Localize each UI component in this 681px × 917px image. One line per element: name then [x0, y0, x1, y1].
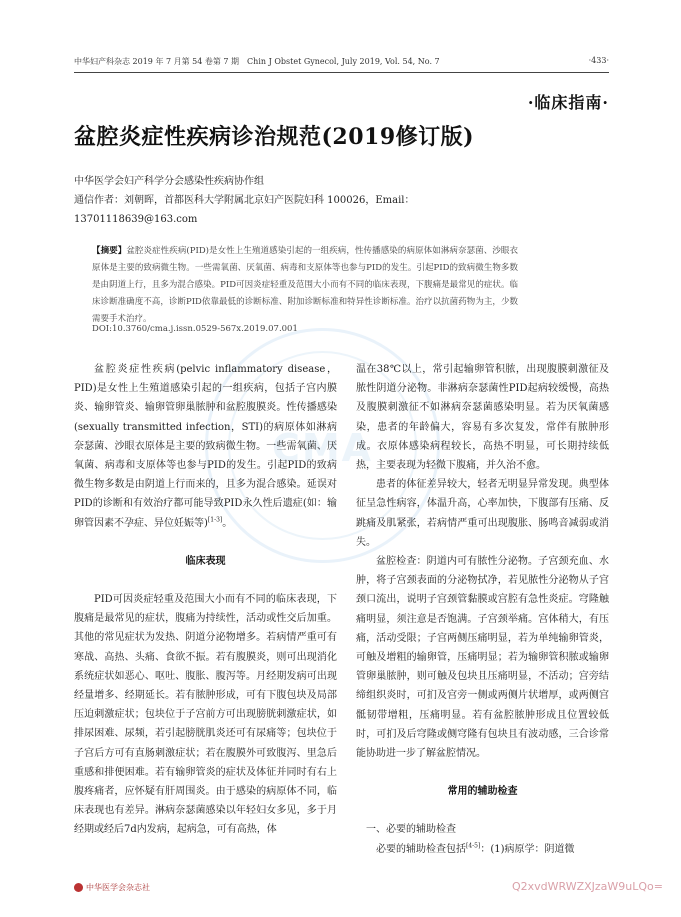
left-column	[74, 360, 337, 840]
footer-code: Q2xvdWRWZXJzaW9uLQo=	[511, 880, 663, 893]
correspondence-email[interactable]: 13701118639@163.com	[74, 214, 198, 225]
spacer	[74, 571, 337, 590]
required-exams-citation[interactable]: [4-5]	[466, 842, 481, 850]
clinical-paragraph: PID可因炎症轻重及范围大小而有不同的临床表现，下腹痛是最常见的症状，腹痛为持续性，活动或性交后加重。其他的常见症状为发热、阴道分泌物增多。若病情严重可有寒战、高热、头痛、食欲不振。若有腹膜炎，则可出现消化系统症状如恶心、呕吐、腹胀、腹泻等。月经期发病可出现经量增多、经期延长。若有脓肿形成，可有下腹包块及局部压迫刺激症状；包块位于子宫前方可出现膀胱刺激症状，如排尿困难、尿频，若引起膀胱肌炎还可有尿痛等；包块位于子宫后方可有直肠刺激症状；若在腹膜外可致腹泻、里急后重感和排便困难。若有输卵管炎的症状及体征并同时有右上腹疼痛者，应怀疑有肝周围炎。由于感染的病原体不同，临床表现也有差异。淋病奈瑟菌感染以年轻妇女多见，多于月经期或经后7d内发病，起病急，可有高热，体	[74, 594, 337, 836]
spacer	[356, 801, 609, 820]
spacer	[74, 533, 337, 552]
abstract-label: 【摘要】	[92, 246, 127, 256]
header-divider	[74, 72, 609, 73]
pelvic-exam-paragraph: 盆腔检查：阴道内可有脓性分泌物。子宫颈充血、水肿，将子宫颈表面的分泌物拭净，若见脓性分泌物从子宫颈口流出，说明子宫颈管黏膜或宫腔有急性炎症。穹隆触痛明显，须注意是否饱满。子宫颈举痛。宫体稍大，有压痛，活动受限；子宫两侧压痛明显，若为单纯输卵管炎，可触及增粗的输卵管，压痛明显；若为输卵管积脓或输卵管卵巢脓肿，则可触及包块且压痛明显，不活动；宫旁结缔组织炎时，可扪及宫旁一侧或两侧片状增厚，或两侧宫骶韧带增粗，压痛明显。若有盆腔脓肿形成且位置较低时，可扪及后穹隆或侧穹隆有包块且有波动感，三合诊常能协助进一步了解盆腔情况。	[356, 556, 609, 760]
doi[interactable]: DOI:10.3760/cma.j.issn.0529-567x.2019.07.001	[92, 324, 298, 334]
physical-signs-paragraph: 患者的体征差异较大，轻者无明显异常发现。典型体征呈急性病容，体温升高，心率加快，下腹部有压痛、反跳痛及肌紧张，若病情严重可出现腹胀、肠鸣音减弱或消失。	[356, 479, 609, 548]
intro-end: 。	[222, 517, 233, 529]
intro-citation[interactable]: [1-3]	[207, 516, 223, 524]
page-number: ·433·	[588, 56, 609, 65]
intro-text: 盆腔炎症性疾病(pelvic inflammatory disease，PID)是女性上生殖道感染引起的一组疾病，包括子宫内膜炎、输卵管炎、输卵管卵巢脓肿和盆腔腹膜炎。性传播感染(sexually transmitted infection，STI)的病原体如淋病奈瑟菌、沙眼衣原体是主要的致病微生物。一些需氧菌、厌氧菌、病毒和支原体等也参与PID的发生。引起PID的致病微生物多数是由阴道上行而来的，且多为混合感染。延误对PID的诊断和有效治疗都可能导致PID永久性后遗症(如：输卵管因素不孕症、异位妊娠等)	[74, 364, 337, 529]
section-label: ·临床指南·	[527, 93, 609, 112]
running-header	[74, 56, 609, 70]
journal-citation: 中华妇产科杂志 2019 年 7 月第 54 卷第 7 期 Chin J Obstet Gynecol, July 2019, Vol. 54, No. 7	[74, 57, 440, 66]
continuation-paragraph: 温在38℃以上，常引起输卵管积脓，出现腹膜刺激征及脓性阴道分泌物。非淋病奈瑟菌性PID起病较缓慢，高热及腹膜刺激征不如淋病奈瑟菌感染明显。若为厌氧菌感染，患者的年龄偏大，容易有多次复发，常伴有脓肿形成。衣原体感染病程较长，高热不明显，可长期持续低热，主要表现为轻微下腹痛，并久治不愈。	[356, 364, 609, 472]
spacer	[356, 763, 609, 782]
required-exams-paragraph	[356, 840, 609, 859]
correspondence-line: 通信作者：刘朝晖，首都医科大学附属北京妇产医院妇科 100026，Email：	[74, 195, 415, 206]
subheading-required-exams: 一、必要的辅助检查	[366, 824, 456, 836]
required-exams-text: 必要的辅助检查包括	[376, 843, 466, 855]
required-exams-end: ：(1)病原学：阴道微	[480, 843, 575, 855]
logo-icon	[74, 883, 83, 892]
abstract-text: 盆腔炎症性疾病(PID)是女性上生殖道感染引起的一组疾病，性传播感染的病原体如淋病奈瑟菌、沙眼衣原体是主要的致病微生物。一些需氧菌、厌氧菌、病毒和支原体等也参与PID的发生。引起PID的致病微生物多数是由阴道上行，且多为混合感染。PID可因炎症轻重及范围大小而有不同的临床表现，下腹痛是最常见的症状。临床诊断准确度不高，诊断PID依靠最低的诊断标准、附加诊断标准和特异性诊断标准。治疗以抗菌药物为主，少数需要手术治疗。	[92, 246, 518, 324]
author-organization: 中华医学会妇产科学分会感染性疾病协作组	[74, 176, 264, 187]
heading-auxiliary-exams: 常用的辅助检查	[447, 786, 518, 798]
abstract	[92, 243, 518, 328]
heading-clinical-manifestations: 临床表现	[185, 555, 226, 567]
author-block	[74, 172, 614, 229]
right-column	[356, 360, 609, 859]
article-title: 盆腔炎症性疾病诊治规范(2019修订版)	[74, 124, 475, 150]
watermark-text: CMA	[271, 426, 374, 470]
publisher-name: 中华医学会杂志社	[86, 883, 150, 892]
publisher-logo	[74, 882, 150, 893]
intro-paragraph	[74, 360, 337, 533]
